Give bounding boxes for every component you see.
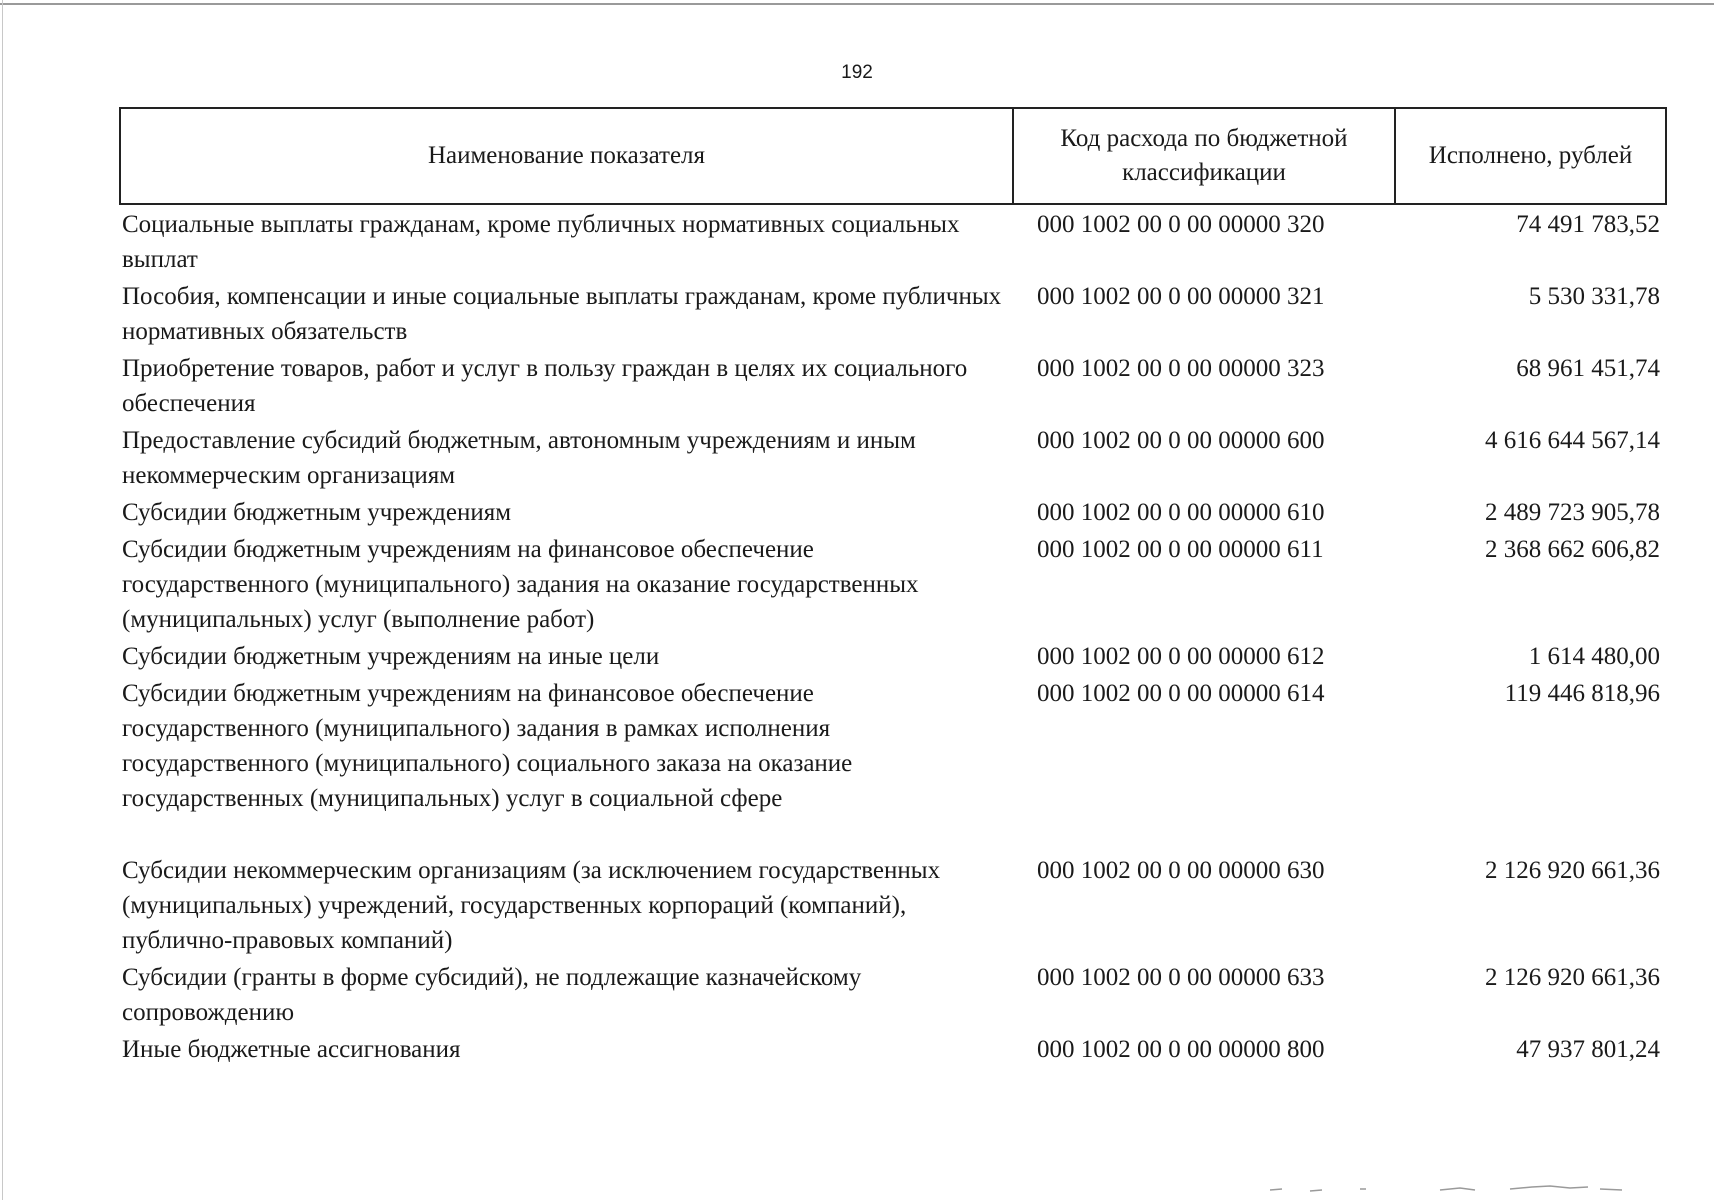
row-name: Субсидии бюджетным учреждениям на финансовое обеспечение государственного (муниципального) задания на оказание государственных (муниципальных) услуг (выполнение работ) (122, 536, 919, 633)
row-name: Приобретение товаров, работ и услуг в пользу граждан в целях их социального обеспечения (122, 355, 968, 417)
header-code: Код расхода по бюджетной классификации (1013, 108, 1395, 204)
scan-artifact-marks (1270, 1180, 1630, 1194)
row-amount: 68 961 451,74 (1516, 355, 1660, 382)
row-code: 000 1002 00 0 00 00000 800 (1037, 1036, 1325, 1063)
scan-edge-left (2, 0, 3, 1200)
table-row (120, 853, 1666, 960)
row-code: 000 1002 00 0 00 00000 323 (1037, 355, 1325, 382)
row-amount: 2 126 920 661,36 (1485, 857, 1660, 884)
row-code: 000 1002 00 0 00 00000 611 (1037, 536, 1324, 563)
table-row (120, 351, 1666, 423)
table-header-row (120, 108, 1666, 204)
header-name: Наименование показателя (120, 108, 1013, 204)
row-code: 000 1002 00 0 00 00000 610 (1037, 499, 1325, 526)
row-amount: 47 937 801,24 (1516, 1036, 1660, 1063)
row-name: Субсидии бюджетным учреждениям (122, 499, 512, 526)
row-amount: 2 368 662 606,82 (1485, 536, 1660, 563)
table-row (120, 423, 1666, 495)
row-name: Предоставление субсидий бюджетным, автономным учреждениям и иным некоммерческим организациям (122, 427, 916, 489)
budget-execution-table (119, 107, 1667, 1069)
row-name: Пособия, компенсации и иные социальные выплаты гражданам, кроме публичных нормативных обязательств (122, 283, 1002, 345)
row-name: Субсидии бюджетным учреждениям на иные цели (122, 643, 660, 670)
row-name: Субсидии бюджетным учреждениям на финансовое обеспечение государственного (муниципального) задания в рамках исполнения государственного (муниципального) социального заказа на оказание государственных (муниципальных) услуг в социальной сфере (122, 680, 853, 812)
row-code: 000 1002 00 0 00 00000 321 (1037, 283, 1325, 310)
row-code: 000 1002 00 0 00 00000 320 (1037, 211, 1325, 238)
row-amount: 2 489 723 905,78 (1485, 499, 1660, 526)
table-row (120, 1032, 1666, 1069)
table-row (120, 639, 1666, 676)
table-row (120, 204, 1666, 279)
table-row (120, 676, 1666, 853)
row-amount: 5 530 331,78 (1528, 283, 1660, 310)
page-number: 192 (841, 62, 873, 83)
row-amount: 1 614 480,00 (1528, 643, 1660, 670)
row-code: 000 1002 00 0 00 00000 630 (1037, 857, 1325, 884)
header-amount: Исполнено, рублей (1395, 108, 1666, 204)
row-name: Иные бюджетные ассигнования (122, 1036, 461, 1063)
row-name: Социальные выплаты гражданам, кроме публичных нормативных социальных выплат (122, 211, 960, 273)
table-row (120, 495, 1666, 532)
table-row (120, 960, 1666, 1032)
row-amount: 119 446 818,96 (1504, 680, 1660, 707)
row-amount: 4 616 644 567,14 (1485, 427, 1660, 454)
row-name: Субсидии некоммерческим организациям (за исключением государственных (муниципальных) учреждений, государственных корпораций (компаний), публично-правовых компаний) (122, 857, 941, 954)
row-code: 000 1002 00 0 00 00000 614 (1037, 680, 1325, 707)
row-amount: 74 491 783,52 (1516, 211, 1660, 238)
row-code: 000 1002 00 0 00 00000 612 (1037, 643, 1325, 670)
row-name: Субсидии (гранты в форме субсидий), не подлежащие казначейскому сопровождению (122, 964, 862, 1026)
table-row (120, 532, 1666, 639)
scan-edge-top (0, 3, 1714, 5)
row-amount: 2 126 920 661,36 (1485, 964, 1660, 991)
row-code: 000 1002 00 0 00 00000 600 (1037, 427, 1325, 454)
row-code: 000 1002 00 0 00 00000 633 (1037, 964, 1325, 991)
table-row (120, 279, 1666, 351)
